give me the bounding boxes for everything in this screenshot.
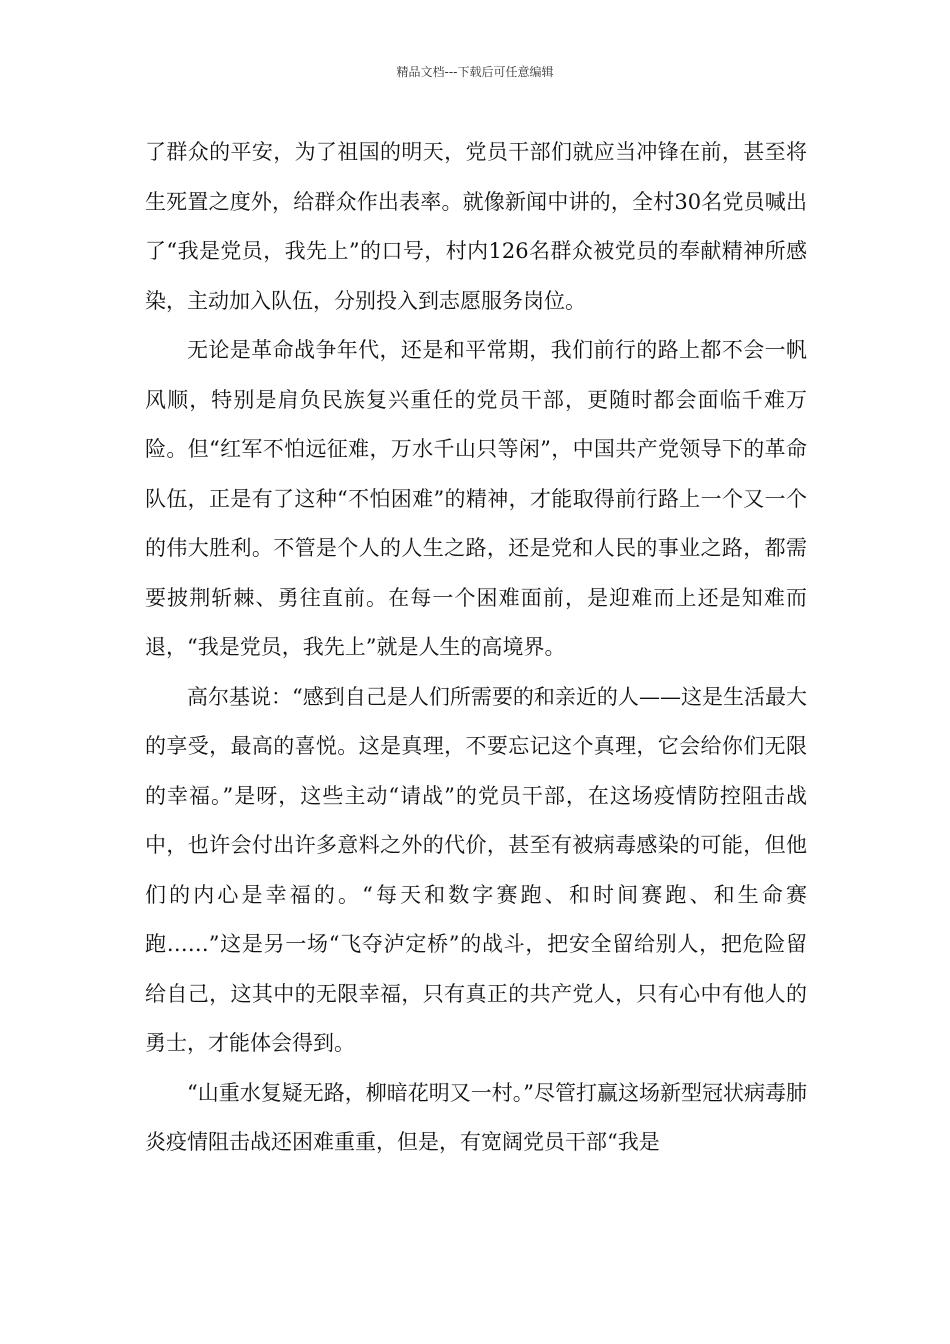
- paragraph-gorky-quote: 高尔基说：“感到自己是人们所需要的和亲近的人——这是生活最大的享受，最高的喜悦。这是真理，不要忘记这个真理，它会给你们无限的幸福。”是呀，这些主动“请战”的党员干部，在这场疫情防控阻击战中，也许会付出许多意料之外的代价，甚至有被病毒感染的可能，但他们的内心是幸福的。“每天和数字赛跑、和时间赛跑、和生命赛跑……”这是另一场“飞夺泸定桥”的战斗，把安全留给别人，把危险留给自己，这其中的无限幸福，只有真正的共产党人，只有心中有他人的勇士，才能体会得到。: [145, 684, 807, 1055]
- document-body: [145, 128, 807, 1168]
- paragraph-continuation: 了群众的平安，为了祖国的明天，党员干部们就应当冲锋在前，甚至将生死置之度外，给群众作出表率。就像新闻中讲的，全村30名党员喊出了“我是党员，我先上”的口号，村内126名群众被党员的奉献精神所感染，主动加入队伍，分别投入到志愿服务岗位。: [145, 140, 807, 313]
- page-header: 精品文档---下载后可任意编辑: [396, 65, 554, 79]
- paragraph-poem-quote: “山重水复疑无路，柳暗花明又一村。”尽管打赢这场新型冠状病毒肺炎疫情阻击战还困难重重，但是，有宽阔党员干部“我是: [145, 1080, 807, 1154]
- paragraph-revolution: 无论是革命战争年代，还是和平常期，我们前行的路上都不会一帆风顺，特别是肩负民族复兴重任的党员干部，更随时都会面临千难万险。但“红军不怕远征难，万水千山只等闲”，中国共产党领导下的革命队伍，正是有了这种“不怕困难”的精神，才能取得前行路上一个又一个的伟大胜利。不管是个人的人生之路，还是党和人民的事业之路，都需要披荆斩棘、勇往直前。在每一个困难面前，是迎难而上还是知难而退，“我是党员，我先上”就是人生的高境界。: [145, 338, 807, 659]
